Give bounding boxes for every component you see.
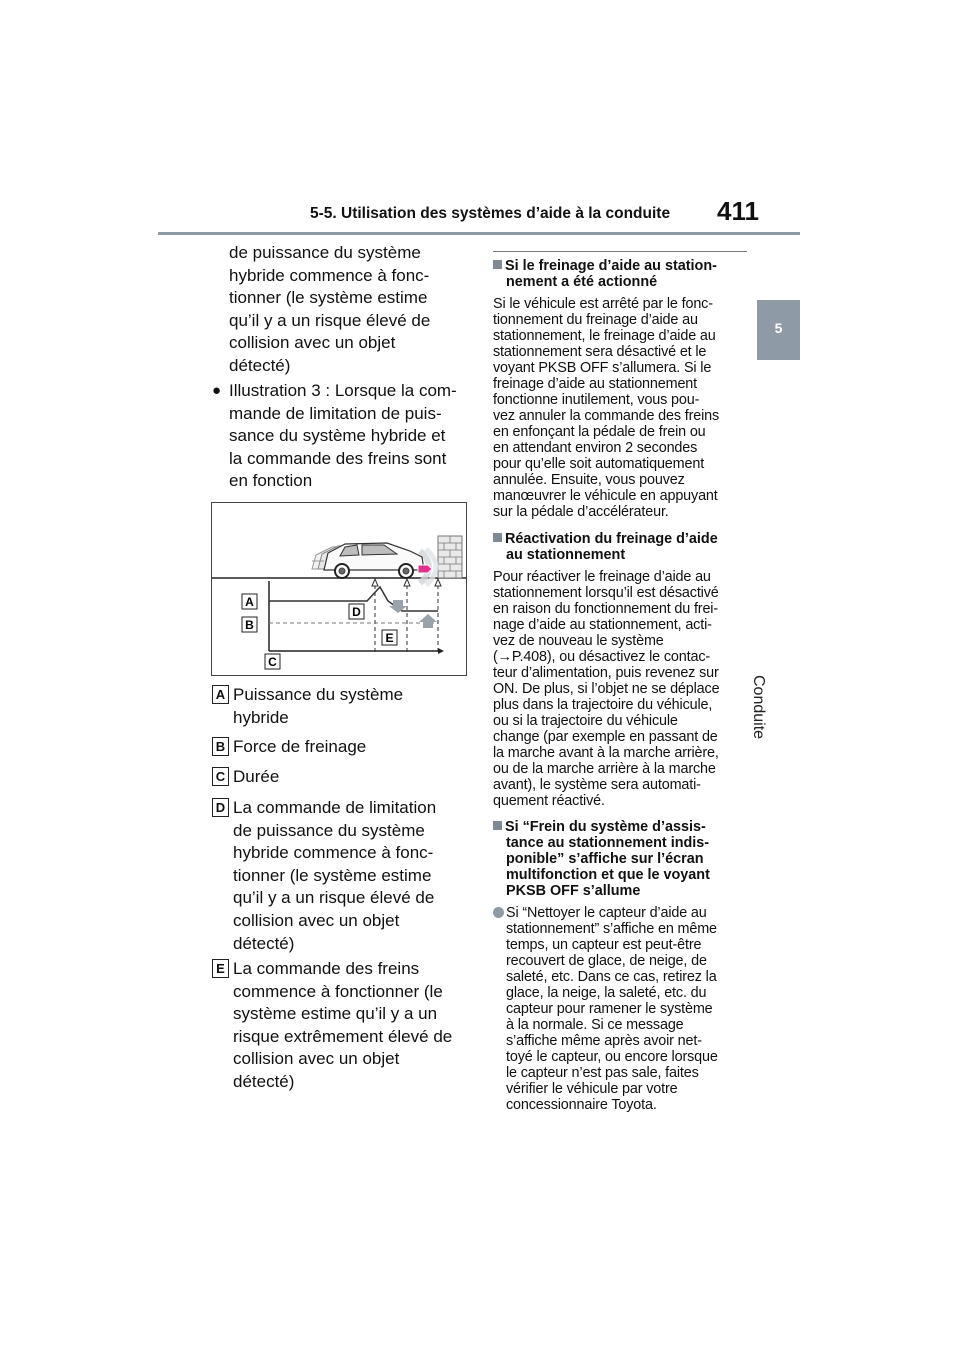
- text-line: tionnement du freinage d’aide au: [493, 312, 698, 328]
- legend-item-e: [212, 958, 468, 1094]
- marker-triangle: [372, 579, 378, 586]
- text-line: stationnement” s’affiche en même: [506, 921, 717, 937]
- text-line: Force de freinage: [233, 737, 367, 756]
- text-line: saleté, etc. Dans ce cas, retirez la: [506, 969, 717, 985]
- figure-label-a: [242, 594, 257, 609]
- text-line: détecté): [229, 355, 291, 375]
- legend-item-a: [212, 684, 468, 729]
- continued-paragraph: [229, 242, 469, 378]
- text-line: toyé le capteur, ou encore lorsque: [506, 1049, 718, 1065]
- text-line: ou si la trajectoire du véhicule: [493, 713, 678, 729]
- title-line: Si “Frein du système d’assis-: [505, 819, 706, 835]
- legend-label: A: [212, 685, 229, 704]
- text-line: quement réactivé.: [493, 793, 605, 809]
- text-line: vez de nouveau le système: [493, 633, 664, 649]
- car-icon: [312, 543, 424, 578]
- section-brake-unavailable: [493, 819, 747, 1113]
- text-line: voyant PKSB OFF s’allumera. Si le: [493, 360, 712, 376]
- figure-label-d: [349, 604, 364, 619]
- text-line: en raison du fonctionnement du frei-: [493, 601, 718, 617]
- title-line: Réactivation du freinage d’aide: [505, 531, 718, 547]
- legend-item-b: [212, 736, 468, 759]
- wall-icon: [438, 536, 462, 578]
- text-line: Puissance du système: [233, 685, 404, 704]
- text-line: ou de la marche arrière à la marche: [493, 761, 716, 777]
- text-line: à la normale. Si ce message: [506, 1017, 684, 1033]
- text-line: tionner (le système estime: [229, 288, 428, 308]
- text-line: La commande des freins: [233, 959, 420, 978]
- text-line: sance du système hybride et: [229, 426, 446, 446]
- legend-label: C: [212, 767, 229, 786]
- title-line: PKSB OFF s’allume: [506, 883, 641, 899]
- title-line: nement a été actionné: [506, 274, 658, 290]
- text-line: nage d’aide au stationnement, acti-: [493, 617, 712, 633]
- text-line: qu’il y a un risque élevé de: [233, 888, 435, 908]
- section-title: [493, 258, 747, 290]
- text-line: fonctionne inutilement, vous pou-: [493, 392, 700, 408]
- legend-label: B: [212, 737, 229, 756]
- text-line: avant), le système sera automati-: [493, 777, 701, 793]
- bullet-icon: ●: [212, 382, 222, 399]
- section-brake-activated: [493, 258, 747, 520]
- text-line: commence à fonctionner (le: [233, 981, 443, 1001]
- svg-text:E: E: [385, 631, 394, 645]
- title-line: Si le freinage d’aide au station-: [505, 258, 717, 274]
- text-line: de puissance du système: [229, 243, 421, 262]
- sensor-arrow-icon: [418, 565, 432, 573]
- legend-text: [233, 797, 468, 955]
- text-line: temps, un capteur est peut-être: [506, 937, 702, 953]
- text-line: plus dans la trajectoire du véhicule,: [493, 697, 713, 713]
- text-line: Si “Nettoyer le capteur d’aide au: [506, 905, 707, 921]
- legend-label: E: [212, 959, 229, 978]
- title-line: tance au stationnement indis-: [506, 835, 710, 851]
- text-line: annulée. Ensuite, vous pouvez: [493, 472, 685, 488]
- text-line: manœuvrer le véhicule en appuyant: [493, 488, 718, 504]
- round-bullet-icon: [493, 907, 504, 918]
- text-line: hybride: [233, 707, 289, 727]
- marker-triangle: [435, 579, 441, 586]
- illustration-svg: [212, 503, 466, 675]
- legend-text: [233, 766, 468, 789]
- text-line: en fonction: [229, 471, 313, 491]
- text-line: en attendant environ 2 secondes: [493, 440, 698, 456]
- section-header-title: 5-5. Utilisation des systèmes d’aide à la conduite: [310, 205, 671, 222]
- text-line: hybride commence à fonc-: [229, 265, 430, 285]
- text-line: Durée: [233, 767, 280, 786]
- legend-item-c: [212, 766, 468, 789]
- text-line: mande de limitation de puis-: [229, 403, 442, 423]
- marker-triangle: [404, 579, 410, 586]
- text-line: la commande des freins sont: [229, 448, 447, 468]
- text-line: collision avec un objet: [233, 910, 400, 930]
- text-line: de puissance du système: [233, 820, 425, 840]
- up-arrow-icon: [419, 614, 437, 628]
- text-line: freinage d’aide au stationnement: [493, 376, 698, 392]
- text-line: Illustration 3 : Lorsque la com-: [229, 381, 457, 400]
- square-bullet-icon: [493, 821, 502, 830]
- title-line: au stationnement: [506, 547, 626, 563]
- text-line: stationnement, le freinage d’aide au: [493, 328, 716, 344]
- time-arrow-icon: [438, 648, 444, 654]
- text-line: s’affiche même après avoir net-: [506, 1033, 702, 1049]
- page-reference-link[interactable]: (→P.408), ou désactivez le contac-: [493, 649, 711, 665]
- text-line: capteur pour ramener le système: [506, 1001, 713, 1017]
- legend-label: D: [212, 798, 229, 817]
- figure-label-b: [242, 617, 257, 632]
- legend-item-d: [212, 797, 468, 955]
- section-body: [493, 296, 747, 520]
- text-line: stationnement sera désactivé et le: [493, 344, 707, 360]
- text-line: qu’il y a un risque élevé de: [229, 310, 431, 330]
- figure-label-e: [382, 630, 397, 645]
- text-line: détecté): [233, 1071, 295, 1091]
- chapter-tab: [757, 300, 800, 360]
- right-column-rule: [493, 251, 747, 252]
- text-line: collision avec un objet: [233, 1049, 400, 1069]
- text-line: glace, la neige, la saleté, etc. du: [506, 985, 707, 1001]
- illustration-3-figure: [211, 502, 467, 676]
- svg-text:D: D: [352, 605, 361, 619]
- svg-text:B: B: [245, 618, 254, 632]
- text-line: risque extrêmement élevé de: [233, 1026, 453, 1046]
- legend-text: [233, 684, 468, 729]
- title-line: multifonction et que le voyant: [506, 867, 710, 883]
- svg-text:C: C: [268, 655, 277, 669]
- text-line: la marche avant à la marche arrière,: [493, 745, 719, 761]
- text-line: La commande de limitation: [233, 798, 437, 817]
- text-line: vérifier le véhicule par votre: [506, 1081, 678, 1097]
- text-line: teur d’alimentation, puis revenez sur: [493, 665, 719, 681]
- svg-text:A: A: [245, 595, 254, 609]
- text-line: collision avec un objet: [229, 333, 396, 353]
- text-line: en enfonçant la pédale de frein ou: [493, 424, 706, 440]
- chapter-number: 5: [774, 320, 783, 336]
- figure-label-c: [265, 654, 280, 669]
- text-line: recouvert de glace, de neige, de: [506, 953, 707, 969]
- text-line: change (par exemple en passant de: [493, 729, 718, 745]
- text-line: détecté): [233, 933, 295, 953]
- legend-text: [233, 958, 468, 1094]
- text-line: tionner (le système estime: [233, 865, 432, 885]
- header-rule: [158, 232, 800, 235]
- square-bullet-icon: [493, 260, 502, 269]
- bullet-item: [212, 380, 468, 493]
- section-reactivation: [493, 531, 747, 809]
- square-bullet-icon: [493, 533, 502, 542]
- title-line: ponible” s’affiche sur l’écran: [506, 851, 704, 867]
- text-line: Si le véhicule est arrêté par le fonc-: [493, 296, 713, 312]
- text-line: ON. De plus, si l’objet ne se déplace: [493, 681, 720, 697]
- section-title: [493, 819, 747, 899]
- bullet-text: [229, 380, 465, 493]
- section-body: [493, 569, 747, 809]
- page-number: 411: [717, 196, 759, 226]
- text-line: hybride commence à fonc-: [233, 843, 434, 863]
- text-line: concessionnaire Toyota.: [506, 1097, 657, 1113]
- text-line: le capteur n’est pas sale, faites: [506, 1065, 699, 1081]
- section-body: [493, 905, 747, 1113]
- chapter-label: Conduite: [750, 675, 767, 740]
- text-line: système estime qu’il y a un: [233, 1004, 438, 1024]
- legend-text: [233, 736, 468, 759]
- text-line: sur la pédale d’accélérateur.: [493, 504, 669, 520]
- text-line: vez annuler la commande des freins: [493, 408, 720, 424]
- text-line: stationnement lorsqu’il est désactivé: [493, 585, 719, 601]
- text-line: pour qu’elle soit automatiquement: [493, 456, 705, 472]
- text-line: Pour réactiver le freinage d’aide au: [493, 569, 711, 585]
- section-title: [493, 531, 747, 563]
